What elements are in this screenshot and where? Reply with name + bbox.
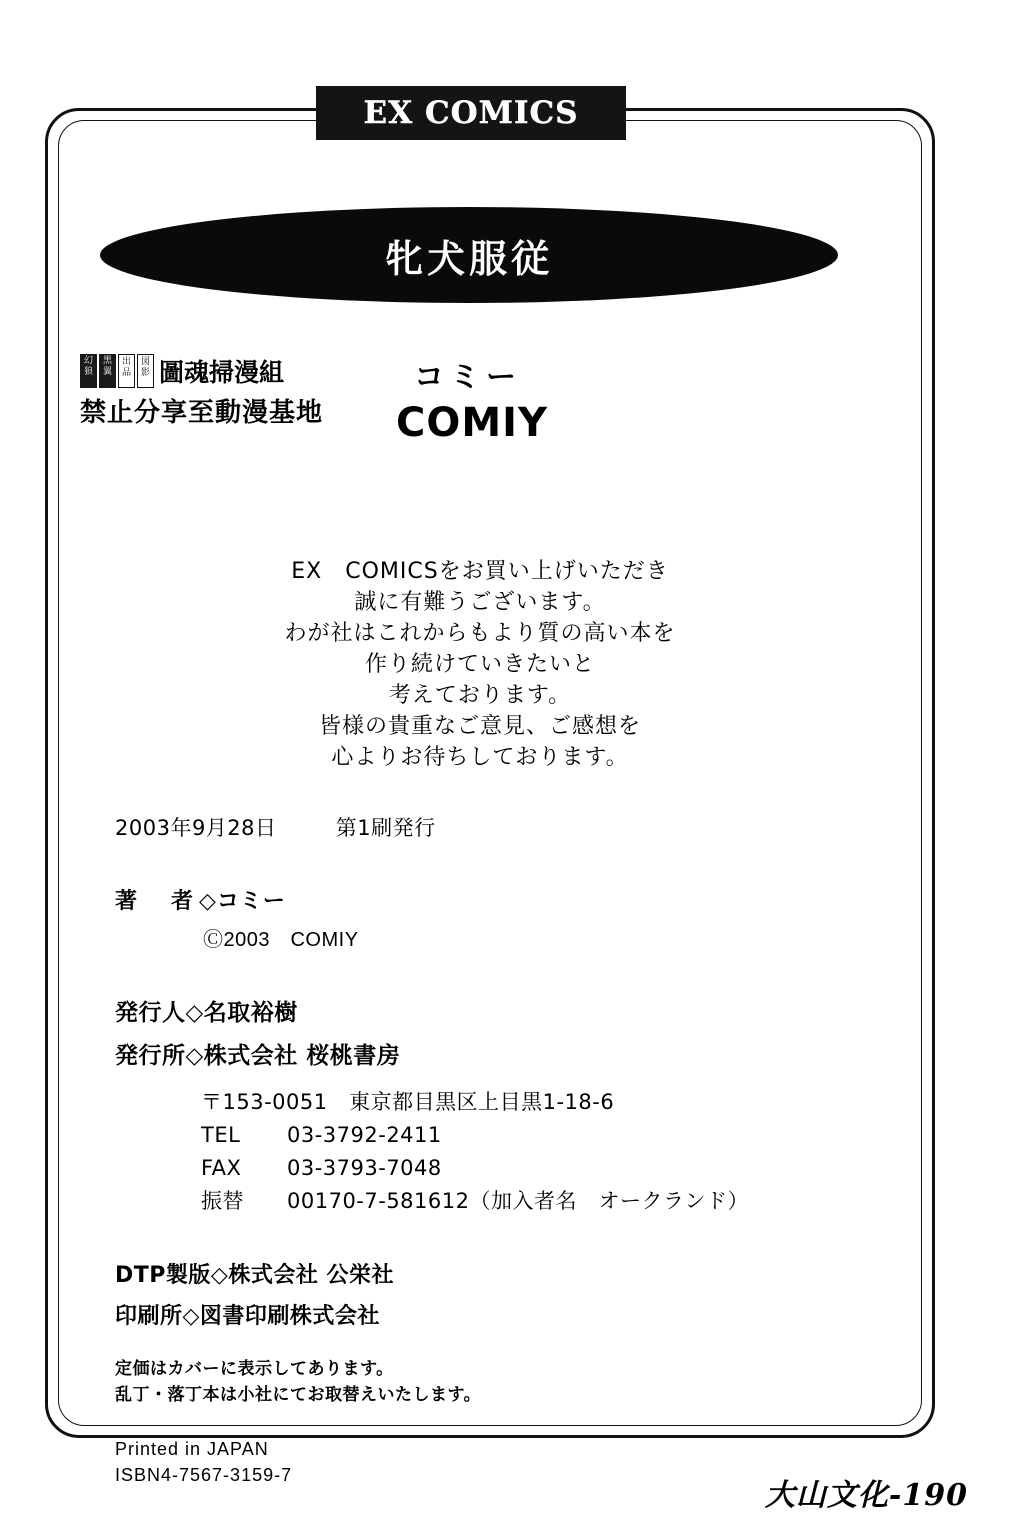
publisher-label: 発行所◇ <box>115 1043 204 1069</box>
dtp-row <box>115 1258 875 1289</box>
publisher-furikae-row <box>201 1185 875 1218</box>
scan-group-watermark <box>80 352 380 429</box>
thanks-line-6: 皆様の貴重なご意見、ご感想を <box>318 714 641 739</box>
imprint-tab-label: EX COMICS <box>363 95 579 131</box>
publisher-person-row <box>115 994 875 1027</box>
thanks-line-3: わが社はこれからもより質の高い本を <box>284 621 676 646</box>
scan-credit: 大山文化-190 <box>764 1478 968 1513</box>
brand-block <box>396 352 548 446</box>
isbn: ISBN4-7567-3159-7 <box>115 1465 293 1485</box>
thanks-line-1: EX COMICSをお買い上げいただき <box>291 559 669 584</box>
author-row <box>115 884 875 915</box>
brand-kana: コミー <box>414 360 522 395</box>
legal-notes <box>115 1356 875 1408</box>
printer-row <box>115 1299 875 1330</box>
printer-name: 図書印刷株式会社 <box>199 1304 380 1329</box>
fax-label: FAX <box>201 1156 242 1180</box>
note-defective: 乱丁・落丁本は小社にてお取替えいたします。 <box>115 1385 482 1405</box>
thanks-line-2: 誠に有難うございます。 <box>354 590 606 615</box>
publisher-tel-row <box>201 1119 875 1152</box>
dtp-name: 株式会社 公栄社 <box>228 1263 394 1288</box>
tel-value: 03-3792-2411 <box>287 1123 442 1147</box>
watermark-box-4: 図 影 <box>137 354 154 388</box>
publisher-contact <box>201 1086 875 1218</box>
publisher-name: 株式会社 桜桃書房 <box>203 1043 401 1069</box>
author-label: 著 者 <box>115 889 200 914</box>
fax-value: 03-3793-7048 <box>287 1156 442 1180</box>
edition-label: 第1刷発行 <box>335 816 436 840</box>
watermark-notice: 禁止分享至動漫基地 <box>80 398 324 428</box>
publisher-row <box>115 1037 875 1070</box>
furikae-label: 振替 <box>201 1189 244 1213</box>
watermark-box-2: 黑 翼 <box>99 354 116 388</box>
publisher-address: 〒153-0051 東京都目黒区上目黒1-18-6 <box>201 1090 615 1114</box>
brand-roman: COMIY <box>396 400 549 446</box>
publication-date: 2003年9月28日 <box>115 816 277 840</box>
title-banner <box>100 207 838 303</box>
watermark-logo-row <box>80 352 380 388</box>
colophon <box>115 812 875 1488</box>
dtp-label: DTP製版◇ <box>115 1263 229 1288</box>
printed-in: Printed in JAPAN <box>115 1439 269 1459</box>
watermark-box-1: 幻 狼 <box>80 354 97 388</box>
thanks-line-5: 考えております。 <box>388 683 572 708</box>
publication-date-row <box>115 812 875 842</box>
footer-identifiers <box>115 1436 875 1488</box>
author-name: ◇コミー <box>199 889 286 914</box>
thank-you-message <box>0 556 960 773</box>
thanks-line-7: 心よりお待ちしております。 <box>331 745 629 770</box>
furikae-value: 00170-7-581612（加入者名 オークランド） <box>287 1189 749 1213</box>
publisher-fax-row <box>201 1152 875 1185</box>
watermark-group-name: 圖魂掃漫組 <box>159 358 285 387</box>
publisher-person-label: 発行人◇ <box>115 1000 204 1026</box>
watermark-box-3: 出 品 <box>118 354 135 388</box>
copyright-line: Ⓒ2003 COMIY <box>203 929 359 951</box>
tel-label: TEL <box>201 1123 241 1147</box>
thanks-line-4: 作り続けていきたいと <box>364 652 595 677</box>
page-title: 牝犬服従 <box>384 236 553 281</box>
publisher-person-name: 名取裕樹 <box>203 1000 298 1026</box>
imprint-tab <box>316 86 626 140</box>
note-price: 定価はカバーに表示してあります。 <box>115 1359 394 1379</box>
printer-label: 印刷所◇ <box>115 1304 200 1329</box>
